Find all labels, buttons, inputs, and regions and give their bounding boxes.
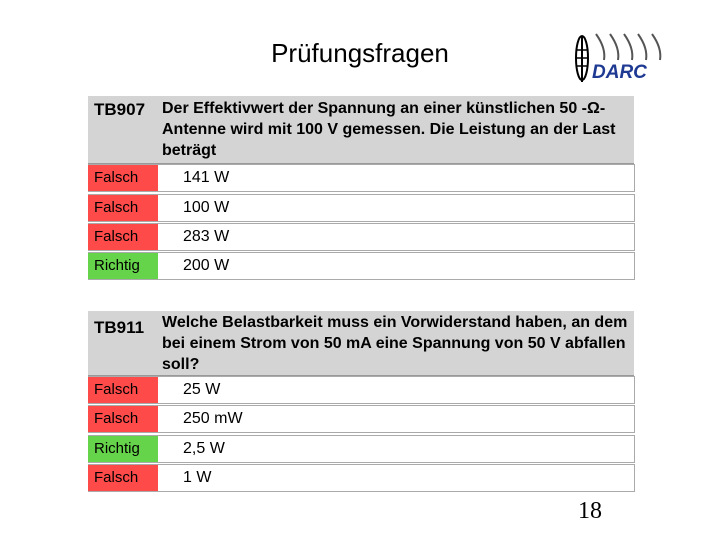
page-number: 18	[578, 498, 602, 524]
answer-row[interactable]	[88, 464, 635, 492]
answer-text: 250 mW	[183, 410, 243, 427]
answer-status-richtig: Richtig	[88, 253, 158, 279]
answer-status-richtig: Richtig	[88, 436, 158, 462]
answer-status-falsch: Falsch	[88, 465, 158, 491]
darc-logo	[566, 30, 666, 88]
answer-row[interactable]	[88, 252, 635, 280]
question-header	[88, 311, 634, 376]
answer-text: 1 W	[183, 469, 212, 486]
answer-text: 25 W	[183, 381, 221, 398]
answer-row[interactable]	[88, 223, 635, 251]
answer-status-falsch: Falsch	[88, 195, 158, 221]
question-id: TB907	[94, 100, 146, 119]
answer-status-falsch: Falsch	[88, 165, 158, 191]
answer-row[interactable]	[88, 376, 635, 404]
answer-text: 100 W	[183, 199, 230, 216]
logo-text: DARC	[592, 62, 647, 83]
answer-row[interactable]	[88, 405, 635, 433]
page-title: Prüfungsfragen	[271, 38, 449, 68]
answer-status-falsch: Falsch	[88, 224, 158, 250]
answer-row[interactable]	[88, 164, 635, 192]
answer-text: 200 W	[183, 257, 230, 274]
answer-text: 2,5 W	[183, 440, 225, 457]
wave-lines-icon	[596, 34, 660, 60]
answer-status-falsch: Falsch	[88, 377, 158, 403]
antenna-icon	[576, 36, 588, 82]
answer-text: 283 W	[183, 228, 230, 245]
question-text: Der Effektivwert der Spannung an einer künstlichen 50 -Ω-Antenne wird mit 100 V gemessen. Die Leistung an der Last beträgt	[162, 100, 616, 159]
question-id: TB911	[94, 318, 145, 337]
answer-text: 141 W	[183, 169, 230, 186]
answer-row[interactable]	[88, 435, 635, 463]
answer-status-falsch: Falsch	[88, 406, 158, 432]
question-header	[88, 96, 634, 164]
question-text: Welche Belastbarkeit muss ein Vorwiderstand haben, an dem bei einem Strom von 50 mA eine Spannung von 50 V abfallen soll?	[162, 314, 628, 373]
answer-row[interactable]	[88, 194, 635, 222]
